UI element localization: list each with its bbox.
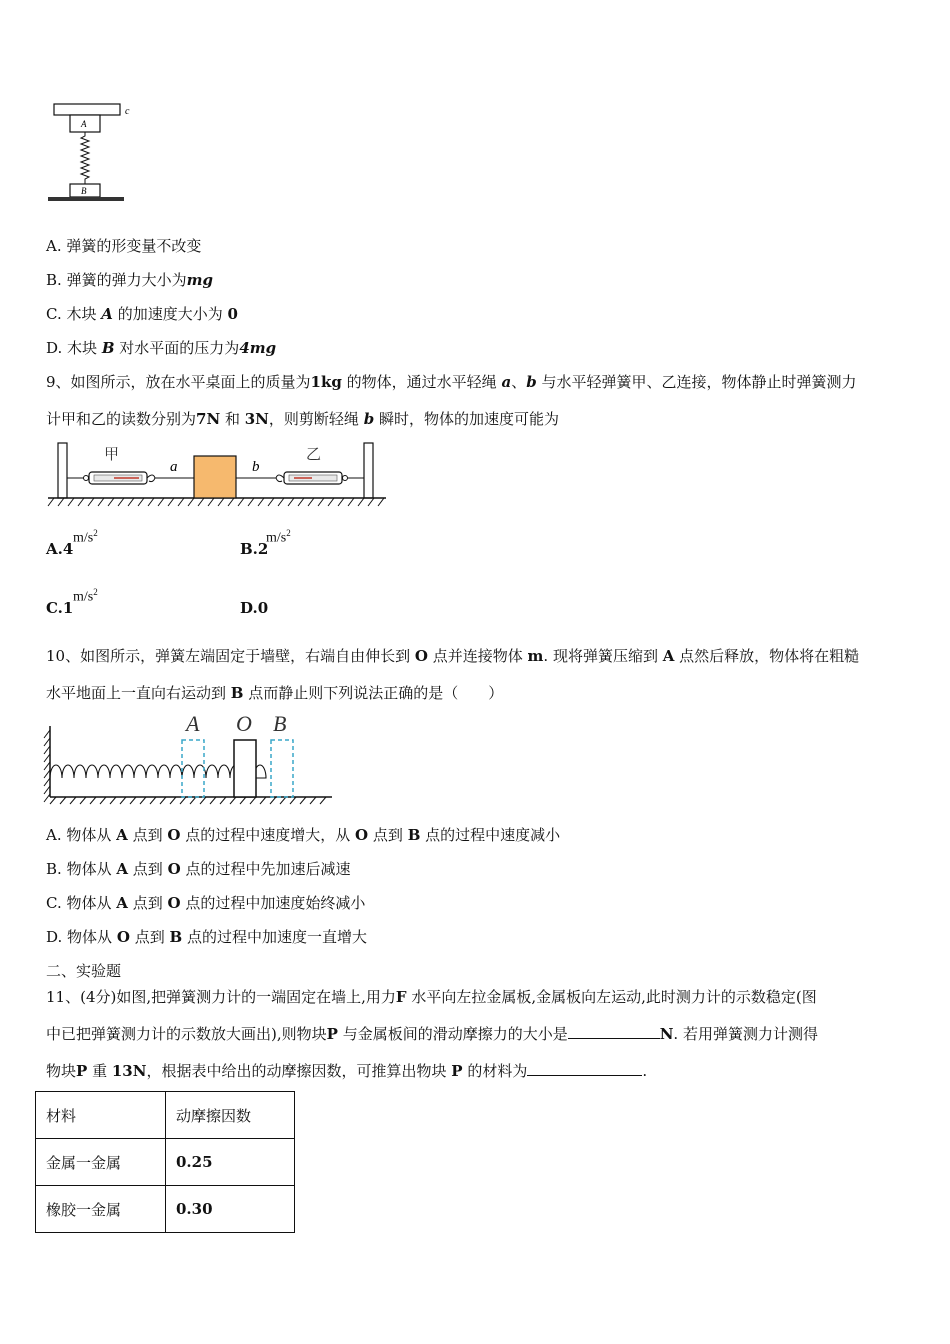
q8-option-b: B. 弹簧的弹力大小为mg: [46, 271, 213, 289]
object-block: [194, 456, 236, 498]
q10-stem-line1: 10、如图所示，弹簧左端固定于墙壁，右端自由伸长到 O 点并连接物体 m. 现将弹簧压缩到 A 点然后释放，物体将在粗糙: [46, 647, 860, 665]
label-rope-a: a: [170, 459, 178, 475]
table-row: [36, 1186, 295, 1233]
label-a: A: [81, 119, 87, 129]
label-yi: 乙: [306, 445, 322, 463]
label-rope-b: b: [252, 459, 260, 475]
q9-option-d: D.0: [240, 599, 269, 617]
friction-table: [35, 1091, 295, 1233]
plate-c: [54, 104, 120, 115]
answer-blank-material[interactable]: [527, 1061, 642, 1076]
spring: [81, 132, 89, 184]
label-o: O: [236, 711, 252, 736]
position-a-box: [182, 740, 204, 797]
table-cell-coefficient: 0.25: [166, 1139, 295, 1186]
ground-hatch: [48, 498, 384, 506]
table-cell-coefficient: 0.30: [166, 1186, 295, 1233]
q9-stem-line1: 9、如图所示，放在水平桌面上的质量为1kg 的物体，通过水平轻绳 a、b 与水平轻弹簧甲、乙连接，物体静止时弹簧测力: [46, 373, 857, 391]
table-row: [36, 1139, 295, 1186]
label-b: B: [81, 186, 87, 196]
q9-option-a: A.4: [46, 540, 74, 558]
label-a: A: [186, 711, 200, 736]
right-wall: [364, 443, 373, 498]
q11-stem-line2: 中已把弹簧测力计的示数放大画出),则物块P 与金属板间的滑动摩擦力的大小是 N. 若用弹簧测力计测得: [46, 1025, 818, 1043]
q10-stem-line2: 水平地面上一直向右运动到 B 点而静止则下列说法正确的是（ ）: [46, 684, 504, 702]
q8-option-d: D. 木块 B 对水平面的压力为4mg: [46, 339, 277, 357]
q8-option-c: C. 木块 A 的加速度大小为 0: [46, 305, 238, 323]
q11-stem-line1: 11、(4分)如图,把弹簧测力计的一端固定在墙上,用力F 水平向左拉金属板,金属板向左运动,此时测力计的示数稳定(图: [46, 988, 817, 1006]
q8-option-a: A. 弹簧的形变量不改变: [46, 237, 202, 255]
q9-stem-line2: 计甲和乙的读数分别为7N 和 3N，则剪断轻绳 b 瞬时，物体的加速度可能为: [46, 410, 559, 428]
table-cell-material: 金属一金属: [36, 1139, 166, 1186]
wall-hatch: [44, 730, 50, 802]
left-wall: [58, 443, 67, 498]
q10-option-a: A. 物体从 A 点到 O 点的过程中速度增大，从 O 点到 B 点的过程中速度减小: [46, 826, 561, 844]
answer-blank-friction[interactable]: [568, 1024, 660, 1039]
label-c: c: [125, 106, 130, 117]
q10-option-b: B. 物体从 A 点到 O 点的过程中先加速后减速: [46, 860, 351, 878]
section-title: 二、实验题: [46, 962, 122, 980]
q9-option-a-unit: $m/s^2$: [73, 528, 98, 546]
ground: [48, 197, 124, 201]
floor-hatch: [50, 797, 326, 804]
q11-stem-line3: 物块P 重 13N，根据表中给出的动摩擦因数，可推算出物块 P 的材料为 .: [46, 1062, 648, 1080]
table-header-row: [36, 1092, 295, 1139]
q10-option-d: D. 物体从 O 点到 B 点的过程中加速度一直增大: [46, 928, 367, 946]
table-header-material: 材料: [36, 1092, 166, 1139]
q8-figure: [44, 100, 144, 208]
table-cell-material: 橡胶一金属: [36, 1186, 166, 1233]
table-header-coefficient: 动摩擦因数: [166, 1092, 295, 1139]
q9-option-b-unit: $m/s^2$: [266, 528, 291, 546]
label-b: B: [273, 711, 287, 736]
q10-figure: [40, 706, 336, 810]
q9-option-b: B.2: [240, 540, 269, 558]
position-b-box: [271, 740, 293, 797]
q10-option-c: C. 物体从 A 点到 O 点的过程中加速度始终减小: [46, 894, 366, 912]
object-m: [234, 740, 256, 797]
q9-option-c-unit: $m/s^2$: [73, 587, 98, 605]
q9-figure: [44, 440, 389, 510]
q9-option-c: C.1: [46, 599, 74, 617]
label-jia: 甲: [104, 445, 120, 463]
